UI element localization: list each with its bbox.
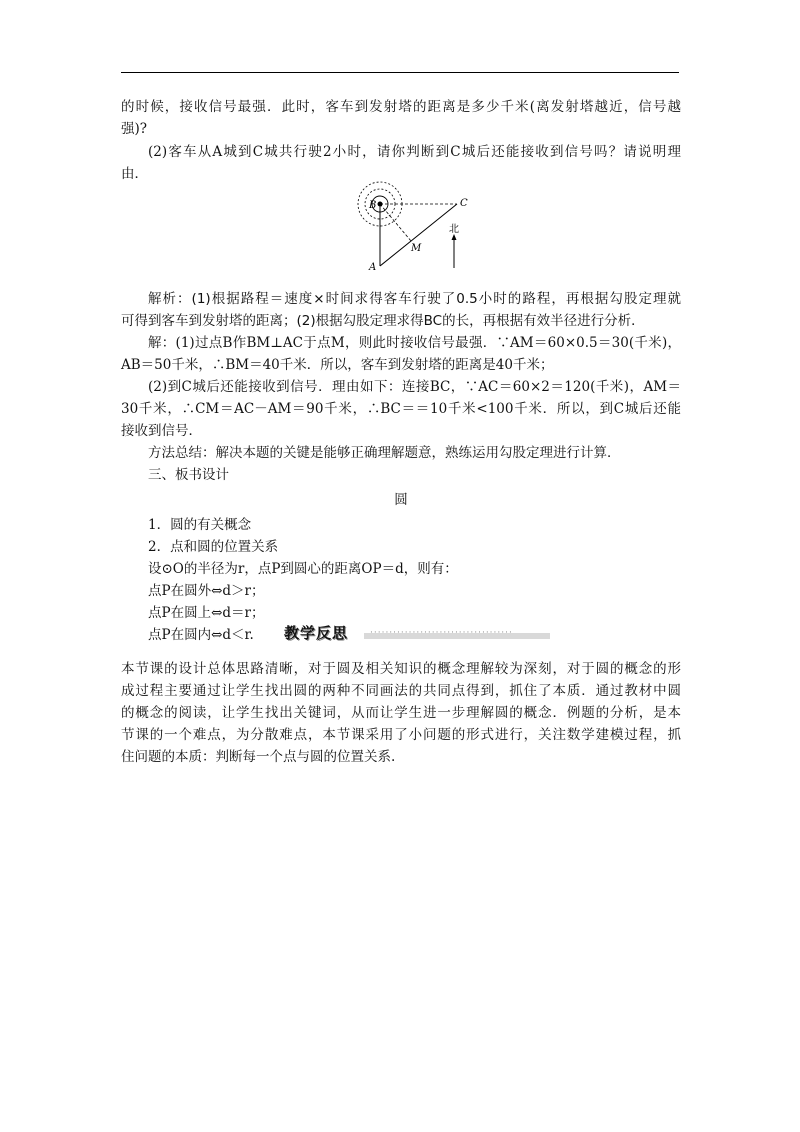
label-m: M bbox=[411, 243, 422, 254]
reflection-line-4: 节课的一个难点，为分散难点，本节课采用了小问题的形式进行，关注数学建模过程，抓 bbox=[121, 727, 681, 743]
board-case-1: 点P在圆外⇔d＞r； bbox=[148, 583, 265, 599]
solution-line-2: AB＝50千米，∴BM＝40千米．所以，客车到发射塔的距离是40千米； bbox=[121, 357, 554, 373]
problem-part2-line-1: (2)客车从A城到C城共行驶2小时，请你判断到C城后还能接收到信号吗？请说明理 bbox=[148, 144, 681, 160]
method-summary: 方法总结：解决本题的关键是能够正确理解题意，熟练运用勾股定理进行计算． bbox=[148, 445, 621, 461]
reflection-line-3: 的概念的阅读，让学生找出关键词，从而让学生进一步理解圆的概念．例题的分析，是本 bbox=[121, 705, 681, 721]
banner-title: 教学反思 bbox=[284, 624, 349, 642]
board-center-title: 圆 bbox=[394, 492, 408, 508]
analysis-line-2: 可得到客车到发射塔的距离；(2)根据勾股定理求得BC的长，再根据有效半径进行分析． bbox=[121, 313, 645, 329]
banner-dots: ····································· bbox=[370, 628, 513, 638]
segment-bm bbox=[380, 204, 411, 241]
problem-part2-line-2: 由． bbox=[121, 166, 148, 182]
label-b: B bbox=[369, 200, 377, 211]
solution-line-5: 接收到信号． bbox=[121, 423, 202, 439]
reflection-block bbox=[121, 658, 681, 768]
solution-line-1: 解：(1)过点B作BM⊥AC于点M，则此时接收信号最强．∵AM＝60×0.5＝30(千米)， bbox=[148, 335, 681, 351]
solution-line-3: (2)到C城后还能接收到信号．理由如下：连接BC，∵AC＝60×2＝120(千米)，AM＝ bbox=[148, 379, 681, 395]
segment-ac bbox=[380, 204, 457, 266]
reflection-line-2: 成过程主要通过让学生找出圆的两种不同画法的共同点得到，抓住了本质．通过教材中圆 bbox=[121, 683, 681, 699]
board-heading: 三、板书设计 bbox=[148, 467, 229, 483]
analysis-line-1: 解析：(1)根据路程＝速度×时间求得客车行驶了0.5小时的路程，再根据勾股定理就 bbox=[148, 291, 681, 307]
board-item-2: 2．点和圆的位置关系 bbox=[148, 539, 279, 555]
board-condition: 设⊙O的半径为r，点P到圆心的距离OP＝d，则有： bbox=[148, 561, 458, 577]
problem-text bbox=[121, 96, 681, 185]
analysis-block bbox=[121, 288, 681, 332]
header-rule bbox=[121, 72, 679, 73]
reflection-banner bbox=[278, 623, 550, 641]
label-c: C bbox=[460, 198, 468, 209]
problem-line-2: 强)? bbox=[121, 121, 148, 137]
label-a: A bbox=[369, 262, 377, 272]
summary-block bbox=[121, 442, 681, 646]
board-item-1: 1．圆的有关概念 bbox=[148, 517, 252, 533]
solution-line-4: 30千米，∴CM＝AC－AM＝90千米，∴BC＝＝10千米<100千米．所以，到C城后还能 bbox=[121, 401, 681, 417]
problem-line-1: 的时候，接收信号最强．此时，客车到发射塔的距离是多少千米(离发射塔越近，信号越 bbox=[121, 99, 681, 115]
geometry-figure bbox=[355, 180, 485, 272]
board-case-3: 点P在圆内⇔d＜r. bbox=[148, 627, 254, 643]
solution-block bbox=[121, 332, 681, 442]
board-case-2: 点P在圆上⇔d＝r； bbox=[148, 605, 265, 621]
label-north: 北 bbox=[449, 224, 459, 235]
reflection-line-1: 本节课的设计总体思路清晰，对于圆及相关知识的概念理解较为深刻，对于圆的概念的形 bbox=[121, 661, 681, 677]
reflection-line-5: 住问题的本质：判断每一个点与圆的位置关系. bbox=[121, 749, 396, 765]
